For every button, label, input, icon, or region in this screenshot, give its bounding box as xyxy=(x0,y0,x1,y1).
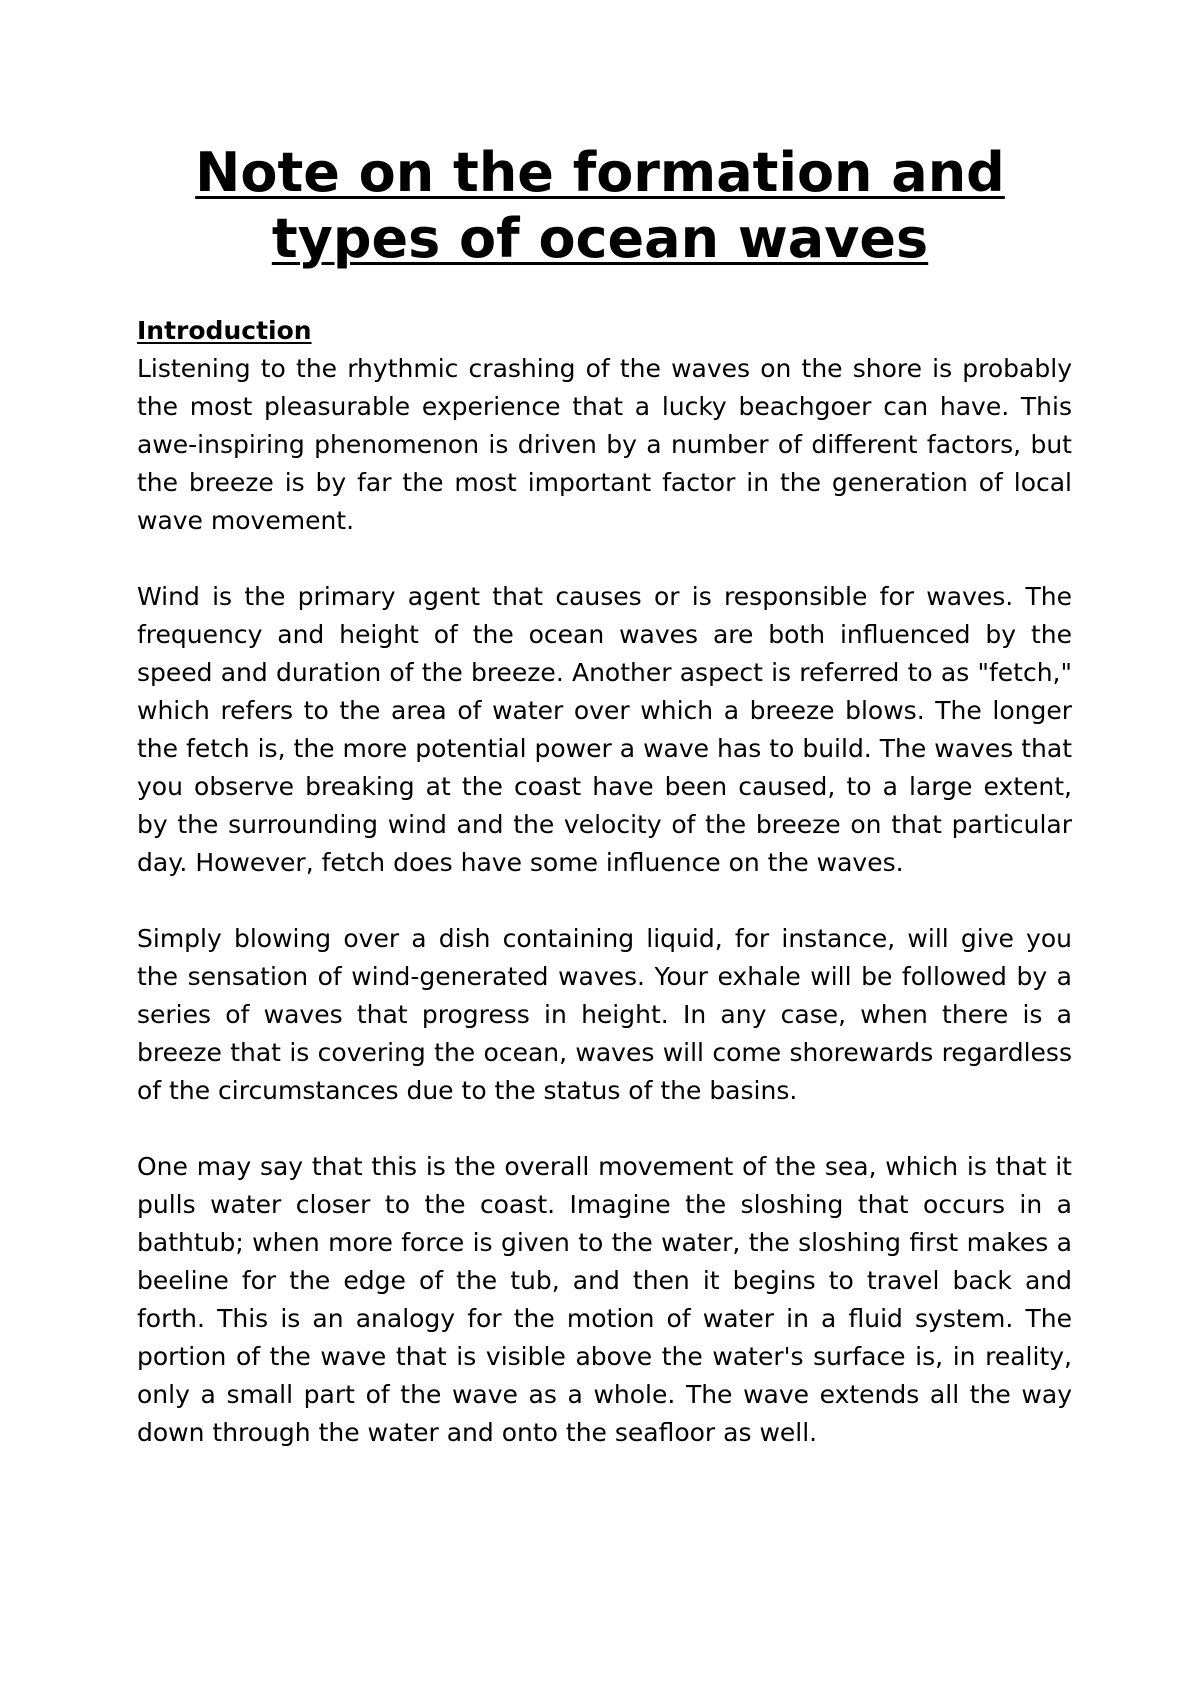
paragraph-4: One may say that this is the overall movement of the sea, which is that it pulls water closer to the coast. Imagine the sloshing that occurs in a bathtub; when more force is given to the water, the sloshing first makes a beeline for the edge of the tub, and then it begins to travel back and forth. This is an analogy for the motion of water in a fluid system. The portion of the wave that is visible above the water's surface is, in reality, only a small part of the wave as a whole. The wave extends all the way down through the water and onto the seafloor as well. xyxy=(137,1152,1072,1447)
document-title-line-1: Note on the formation and xyxy=(195,141,1005,204)
paragraph-3: Simply blowing over a dish containing liquid, for instance, will give you the sensation of wind-generated waves. Your exhale will be followed by a series of waves that progress in height. In any case, when there is a breeze that is covering the ocean, waves will come shorewards regardless of the circumstances due to the status of the basins. xyxy=(137,924,1072,1105)
paragraph-1: Listening to the rhythmic crashing of the waves on the shore is probably the most pleasurable experience that a lucky beachgoer can have. This awe-inspiring phenomenon is driven by a number of different factors, but the breeze is by far the most important factor in the generation of local wave movement. xyxy=(137,354,1072,535)
document-title-line-2: types of ocean waves xyxy=(271,207,929,270)
document-body xyxy=(137,312,1072,1490)
section-heading-introduction: Introduction xyxy=(137,316,312,345)
paragraph-2: Wind is the primary agent that causes or is responsible for waves. The frequency and height of the ocean waves are both influenced by the speed and duration of the breeze. Another aspect is referred to as "fetch," which refers to the area of water over which a breeze blows. The longer the fetch is, the more potential power a wave has to build. The waves that you observe breaking at the coast have been caused, to a large extent, by the surrounding wind and the velocity of the breeze on that particular day. However, fetch does have some influence on the waves. xyxy=(137,582,1072,877)
document-title xyxy=(0,140,1200,272)
